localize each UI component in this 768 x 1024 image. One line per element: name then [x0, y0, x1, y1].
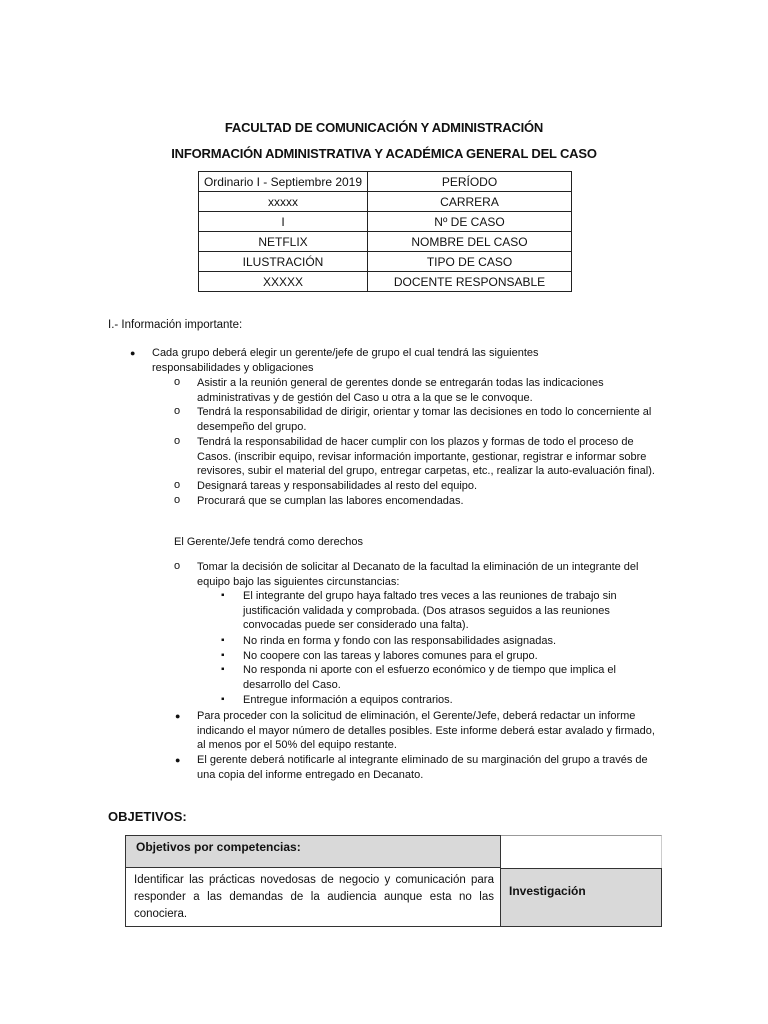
table-cell-value: I: [199, 212, 368, 232]
table-row: [199, 232, 572, 252]
list-item: ▪ No responda ni aporte con el esfuerzo económico y de tiempo que implica el desarrollo del Caso.: [243, 663, 659, 692]
list-item: o Tomar la decisión de solicitar al Decanato de la facultad la eliminación de un integrante del equipo bajo las siguientes circunstancias:: [197, 560, 659, 589]
list-item: ● El gerente deberá notificarle al integrante eliminado de su marginación del grupo a través de una copia del informe entregado en Decanato.: [197, 753, 659, 782]
table-row: [199, 172, 572, 192]
table-cell-value: ILUSTRACIÓN: [199, 252, 368, 272]
table-cell-label: NOMBRE DEL CASO: [368, 232, 572, 252]
table-row: [199, 192, 572, 212]
list-item: o Tendrá la responsabilidad de dirigir, orientar y tomar las decisiones en todo lo concerniente al desempeño del grupo.: [197, 405, 659, 434]
list-item: o Designará tareas y responsabilidades al resto del equipo.: [197, 479, 659, 494]
rights-title: El Gerente/Jefe tendrá como derechos: [174, 536, 363, 548]
case-info-title: INFORMACIÓN ADMINISTRATIVA Y ACADÉMICA GENERAL DEL CASO: [171, 146, 597, 161]
objective-description: Identificar las prácticas novedosas de negocio y comunicación para responder a las demandas de la audiencia aunque esta no las conociera.: [134, 874, 494, 920]
list-item: ● Para proceder con la solicitud de eliminación, el Gerente/Jefe, deberá redactar un informe indicando el mayor número de detalles posibles. Este informe deberá estar avalado y firmado, al menos por el 50% del equipo restante.: [197, 709, 659, 753]
table-cell-label: TIPO DE CASO: [368, 252, 572, 272]
objectives-header-empty-cell: [501, 835, 662, 868]
competency-label: Investigación: [509, 884, 586, 898]
table-row: [199, 252, 572, 272]
table-cell-label: DOCENTE RESPONSABLE: [368, 272, 572, 292]
objectives-table: [125, 835, 662, 927]
objectives-title: OBJETIVOS:: [108, 809, 187, 824]
faculty-title: FACULTAD DE COMUNICACIÓN Y ADMINISTRACIÓN: [224, 120, 544, 135]
table-cell-label: PERÍODO: [368, 172, 572, 192]
case-info-table: [198, 171, 572, 292]
list-item: o Asistir a la reunión general de gerentes donde se entregarán todas las indicaciones administrativas y de gestión del Caso u otra a la que se le convoque.: [197, 376, 659, 405]
table-cell-value: NETFLIX: [199, 232, 368, 252]
table-cell-value: Ordinario I - Septiembre 2019: [199, 172, 368, 192]
table-cell-label: Nº DE CASO: [368, 212, 572, 232]
list-item: ▪ Entregue información a equipos contrarios.: [243, 693, 659, 708]
objectives-row-label-cell: [501, 868, 662, 927]
list-item: ▪ No coopere con las tareas y labores comunes para el grupo.: [243, 649, 659, 664]
table-cell-value: XXXXX: [199, 272, 368, 292]
list-item: ▪ No rinda en forma y fondo con las responsabilidades asignadas.: [243, 634, 659, 649]
list-item: ● Cada grupo deberá elegir un gerente/jefe de grupo el cual tendrá las siguientes responsabilidades y obligaciones: [152, 346, 622, 375]
section-title: I.- Información importante:: [108, 319, 243, 331]
objectives-row-text-cell: [125, 868, 501, 927]
table-row: [199, 212, 572, 232]
table-cell-label: CARRERA: [368, 192, 572, 212]
list-item: ▪ El integrante del grupo haya faltado tres veces a las reuniones de trabajo sin justificación validada y comprobada. (Dos atrasos seguidos a las reuniones convocadas puede ser considerado una falta).: [243, 589, 659, 633]
table-row: [199, 272, 572, 292]
objectives-table-header: [125, 835, 501, 868]
objectives-header-label: Objetivos por competencias:: [136, 840, 301, 854]
list-item: o Tendrá la responsabilidad de hacer cumplir con los plazos y formas de todo el proceso de Casos. (inscribir equipo, revisar información importante, gestionar, registrar e informar sobre revisores, subir el material del grupo, entregar carpetas, etc., realizar la auto-evaluación final).: [197, 435, 659, 479]
list-item: o Procurará que se cumplan las labores encomendadas.: [197, 494, 659, 509]
table-cell-value: xxxxx: [199, 192, 368, 212]
